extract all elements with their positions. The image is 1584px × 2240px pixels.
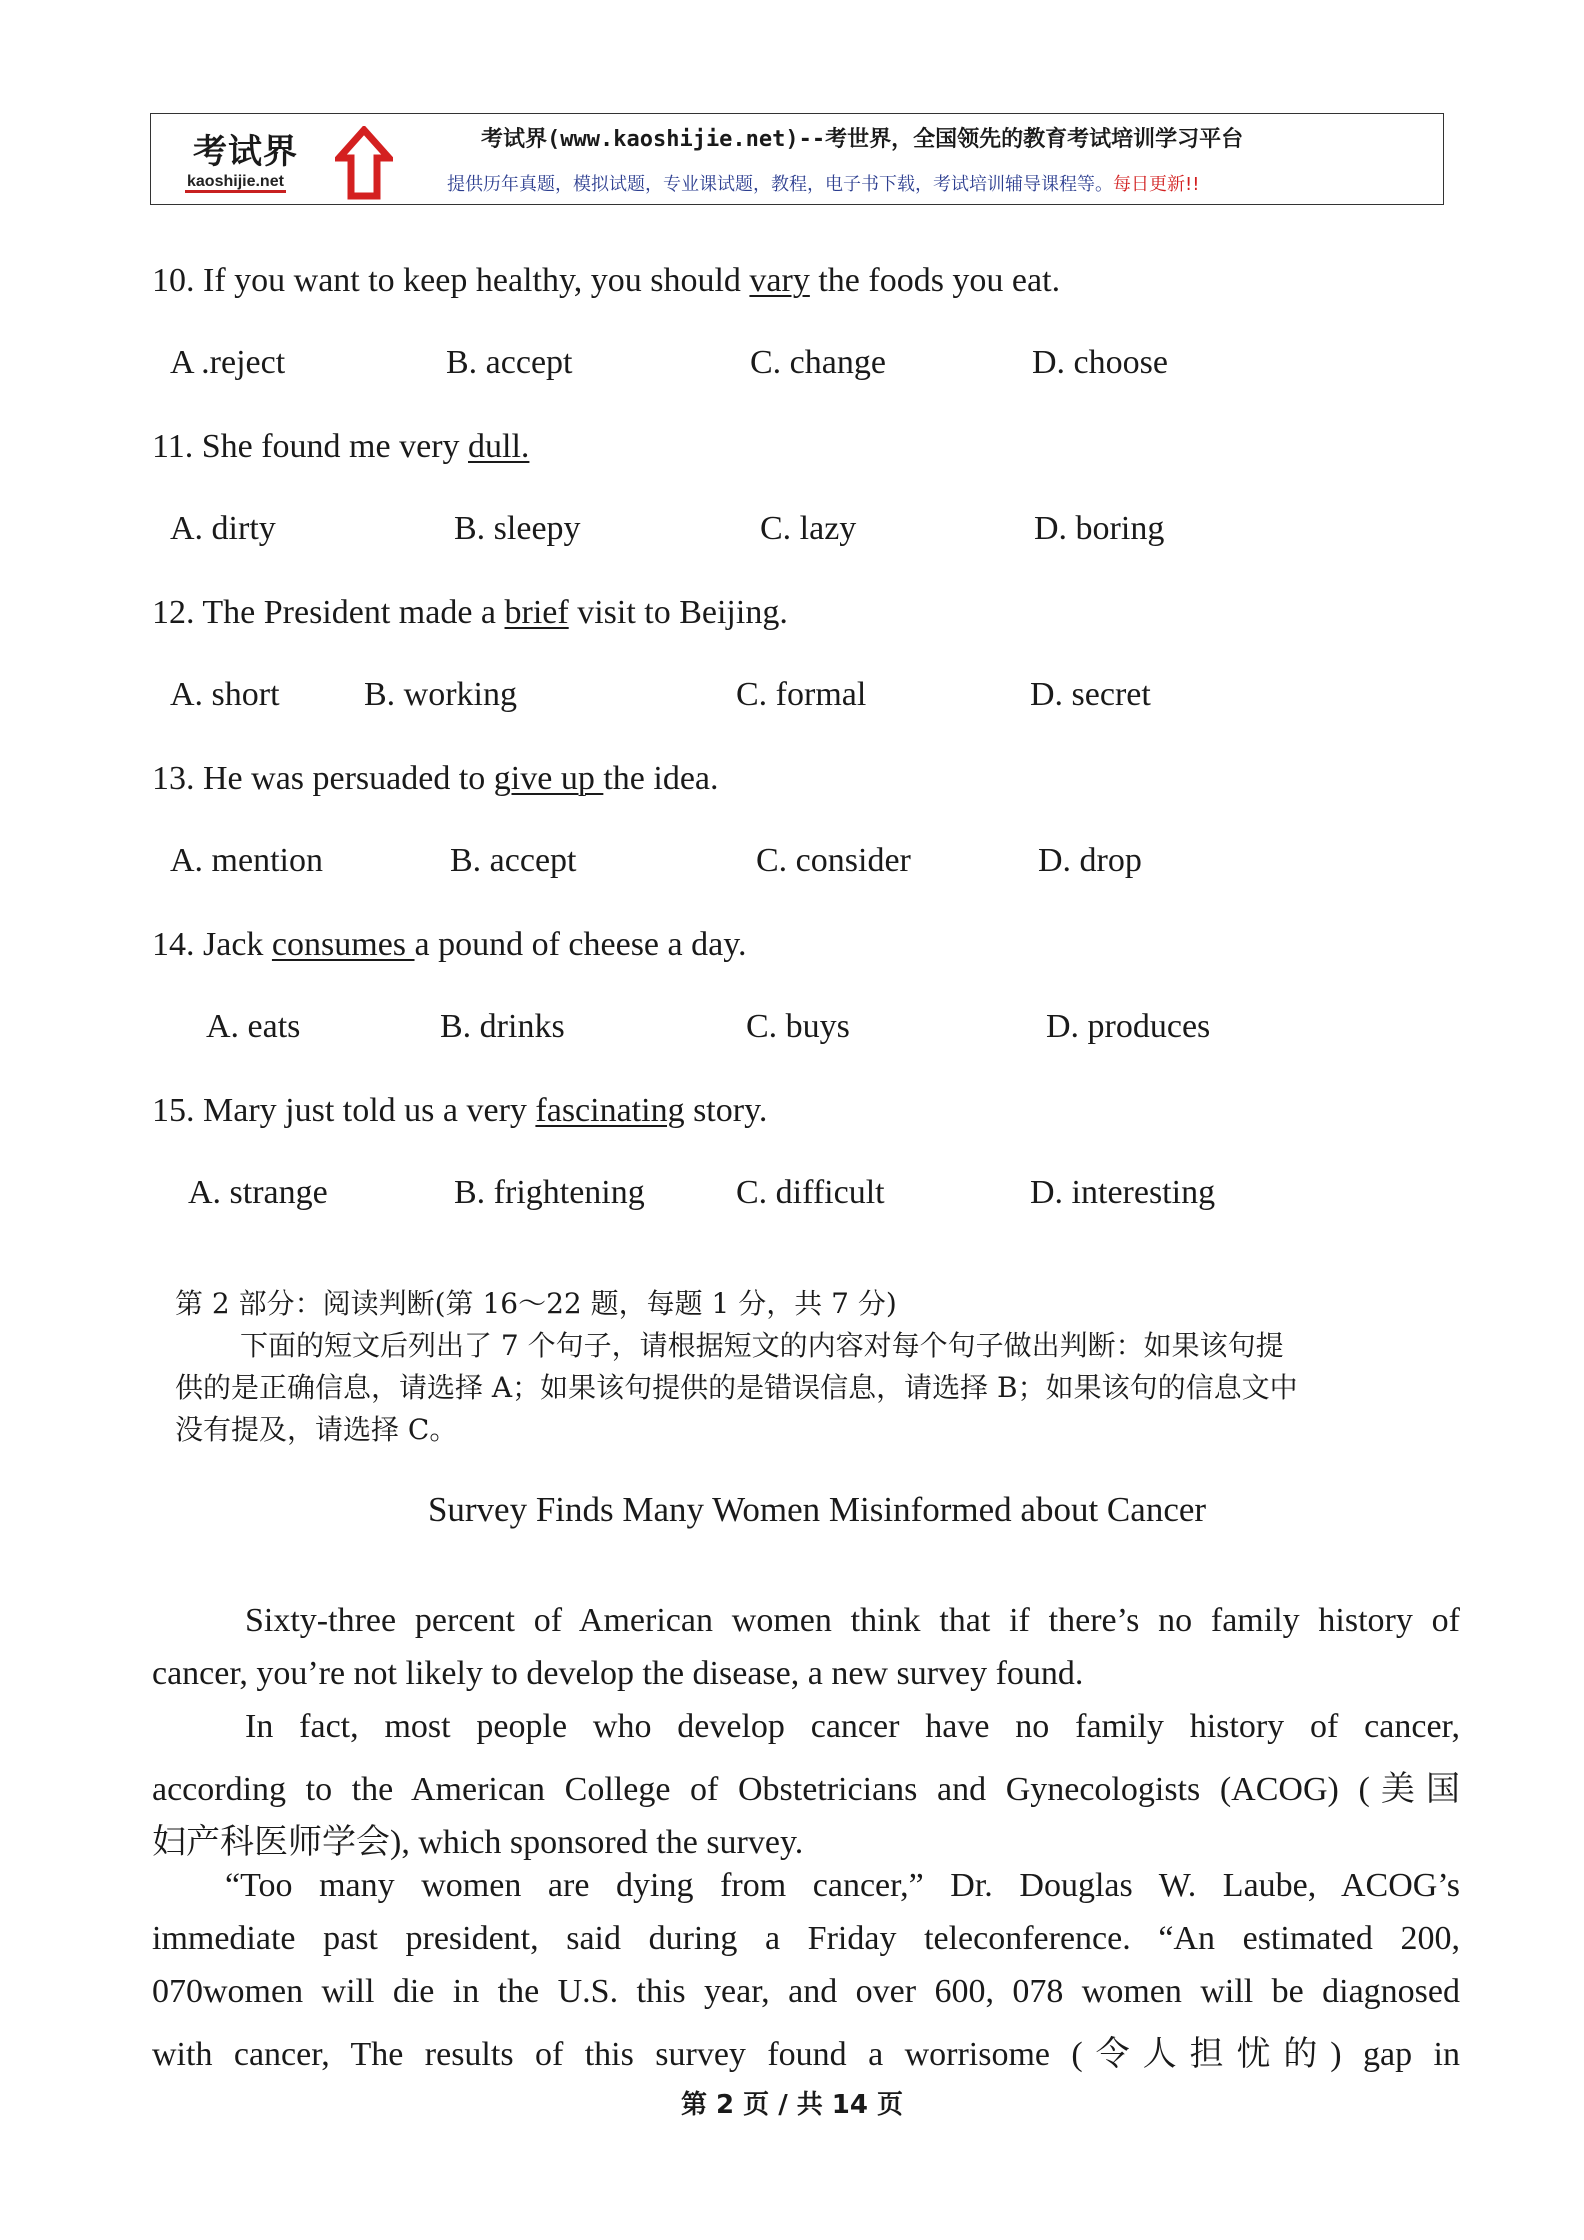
question-text: 14. Jack [152, 926, 272, 963]
option-d: D. produces [1046, 1008, 1211, 1045]
option-c: C. buys [746, 1008, 850, 1045]
article-line: “Too many women are dying from cancer,” Dr. Douglas W. Laube, ACOG’s [225, 1867, 1460, 1904]
option-b: B. sleepy [454, 510, 581, 547]
question-text: 15. Mary just told us a very [152, 1092, 536, 1129]
option-a: A. strange [188, 1174, 328, 1211]
question-text: 10. If you want to keep healthy, you should [152, 262, 750, 299]
option-c: C. formal [736, 676, 867, 713]
option-a: A .reject [170, 344, 286, 381]
underlined-word: fascinating [535, 1092, 685, 1129]
part2-heading: 第 2 部分：阅读判断(第 16～22 题，每题 1 分，共 7 分) [175, 1287, 897, 1320]
underlined-word: give up [493, 760, 604, 797]
option-b: B. working [364, 676, 517, 713]
part2-instructions-line3: 没有提及，请选择 C。 [175, 1413, 458, 1446]
option-b: B. drinks [440, 1008, 565, 1045]
question-14 [152, 926, 747, 964]
underlined-word: brief [504, 594, 569, 631]
logo-title: 考试界 [193, 132, 298, 172]
question-text: 11. She found me very [152, 428, 469, 465]
option-c: C. difficult [736, 1174, 885, 1211]
question-text: visit to Beijing. [568, 594, 788, 631]
question-11 [152, 428, 529, 466]
option-b: B. frightening [454, 1174, 645, 1211]
underlined-word: vary [749, 262, 810, 299]
logo-domain: kaoshijie.net [185, 173, 286, 193]
article-line: with cancer, The results of this survey found a worrisome (令人担忧的) gap in [152, 2036, 1460, 2073]
header-tagline: 考试界(www.kaoshijie.net)--考世界，全国领先的教育考试培训学习平台 [481, 127, 1244, 152]
question-10 [152, 262, 1060, 300]
question-text: 13. He was persuaded to [152, 760, 494, 797]
question-text: story. [684, 1092, 768, 1129]
option-b: B. accept [450, 842, 577, 879]
option-c: C. change [750, 344, 886, 381]
option-c: C. lazy [760, 510, 857, 547]
option-d: D. drop [1038, 842, 1142, 879]
article-line: according to the American College of Obstetricians and Gynecologists (ACOG) (美国 [152, 1771, 1460, 1808]
article-line: 妇产科医师学会), which sponsored the survey. [152, 1824, 804, 1861]
underlined-word: consumes [271, 926, 415, 963]
site-logo [185, 120, 415, 200]
option-d: D. choose [1032, 344, 1168, 381]
option-a: A. dirty [170, 510, 276, 547]
article-line: 070women will die in the U.S. this year, and over 600, 078 women will be diagnosed [152, 1973, 1460, 2010]
option-d: D. interesting [1030, 1174, 1216, 1211]
header-update-notice: 每日更新!! [1113, 174, 1200, 195]
article-line: In fact, most people who develop cancer have no family history of cancer, [245, 1708, 1460, 1745]
up-arrow-icon [335, 126, 393, 200]
article-line: cancer, you’re not likely to develop the disease, a new survey found. [152, 1655, 1084, 1692]
question-13 [152, 760, 719, 798]
option-a: A. short [170, 676, 280, 713]
site-header-banner [150, 113, 1444, 205]
question-text: the foods you eat. [809, 262, 1061, 299]
article-line: immediate past president, said during a Friday teleconference. “An estimated 200, [152, 1920, 1460, 1957]
option-d: D. boring [1034, 510, 1165, 547]
question-text: 12. The President made a [152, 594, 505, 631]
header-subline [447, 170, 1199, 196]
option-a: A. eats [206, 1008, 301, 1045]
underlined-word: dull. [468, 428, 530, 465]
question-12 [152, 594, 788, 632]
article-title: Survey Finds Many Women Misinformed about Cancer [427, 1490, 1207, 1529]
part2-instructions-line2: 供的是正确信息，请选择 A；如果该句提供的是错误信息，请选择 B；如果该句的信息文中 [175, 1371, 1298, 1404]
option-c: C. consider [756, 842, 911, 879]
article-line: Sixty-three percent of American women think that if there’s no family history of [245, 1602, 1460, 1639]
question-text: the idea. [603, 760, 719, 797]
question-15 [152, 1092, 767, 1130]
option-b: B. accept [446, 344, 573, 381]
question-text: a pound of cheese a day. [414, 926, 747, 963]
header-subline-text: 提供历年真题，模拟试题，专业课试题，教程，电子书下载，考试培训辅导课程等。 [447, 174, 1113, 195]
option-d: D. secret [1030, 676, 1151, 713]
option-a: A. mention [170, 842, 323, 879]
page-number-footer: 第 2 页 / 共 14 页 [680, 2090, 904, 2120]
part2-instructions-line1: 下面的短文后列出了 7 个句子，请根据短文的内容对每个句子做出判断：如果该句提 [240, 1329, 1284, 1362]
